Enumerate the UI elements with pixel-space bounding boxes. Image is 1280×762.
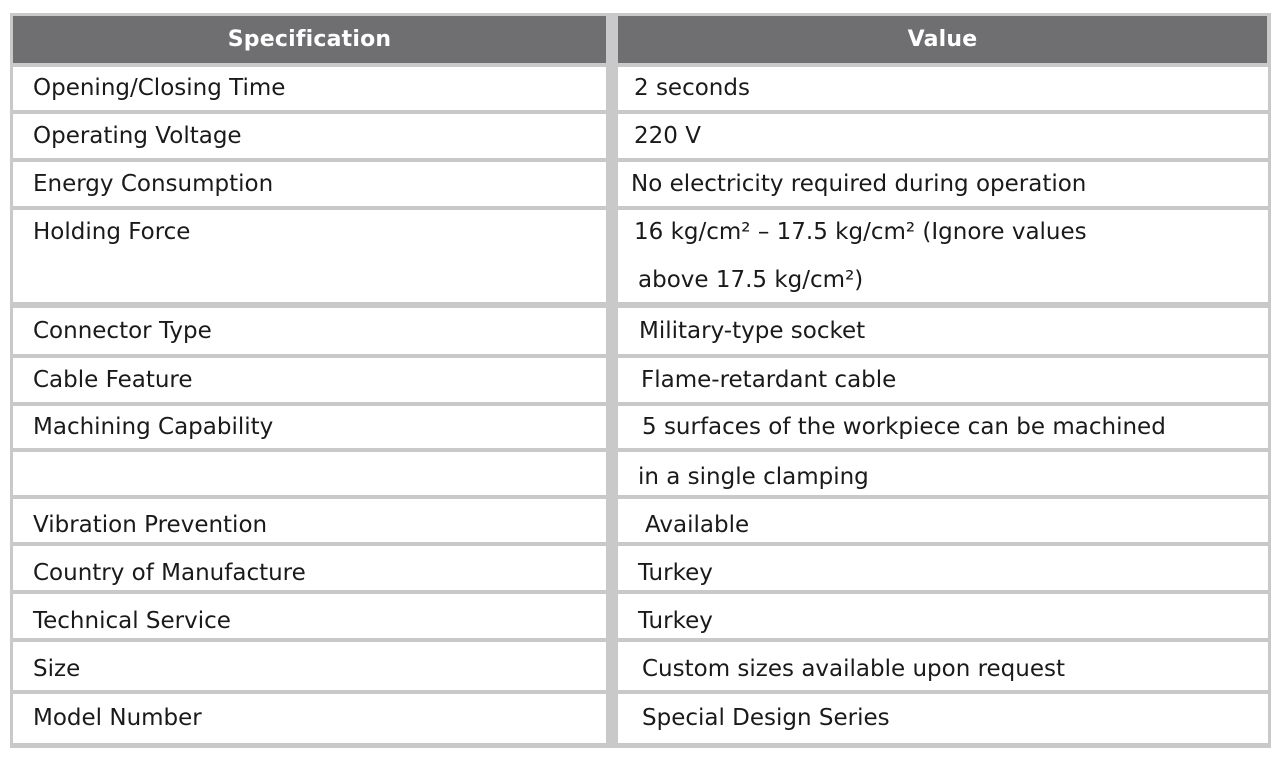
value-cell	[618, 642, 1268, 690]
spec-text: Vibration Prevention	[33, 512, 268, 538]
value-cell	[618, 358, 1268, 402]
spec-text: Model Number	[33, 705, 202, 731]
table-row	[10, 450, 1271, 496]
value-text: 2 seconds	[634, 75, 750, 101]
spec-cell	[13, 67, 606, 110]
value-text: 5 surfaces of the workpiece can be machined	[642, 414, 1166, 440]
table-row	[10, 592, 1271, 639]
spec-cell	[13, 358, 606, 402]
table-row	[10, 544, 1271, 591]
table-row	[10, 208, 1271, 303]
spec-cell	[13, 694, 606, 743]
value-cell	[618, 308, 1268, 354]
value-text: Turkey	[638, 608, 713, 634]
value-text: Flame-retardant cable	[641, 367, 897, 393]
value-cell	[618, 594, 1268, 638]
spec-cell	[13, 546, 606, 590]
value-cell	[618, 452, 1268, 495]
spec-text: Opening/Closing Time	[33, 75, 286, 101]
value-text: Special Design Series	[642, 705, 890, 731]
value-text: Available	[645, 512, 750, 538]
table-row	[10, 692, 1271, 748]
value-text: 220 V	[634, 123, 701, 149]
spec-cell	[13, 162, 606, 206]
header-value: Value	[618, 16, 1267, 63]
spec-text: Connector Type	[33, 318, 212, 344]
value-cell	[618, 406, 1268, 448]
spec-text: Size	[33, 656, 81, 682]
value-text: No electricity required during operation	[631, 171, 1087, 197]
spec-cell	[13, 594, 606, 638]
table-row	[10, 497, 1271, 543]
table-row	[10, 305, 1271, 355]
spec-text: Holding Force	[33, 219, 191, 245]
value-cell	[618, 162, 1268, 206]
header-specification: Specification	[13, 16, 606, 63]
value-cell	[618, 694, 1268, 743]
spec-cell	[13, 406, 606, 448]
value-text: in a single clamping	[638, 464, 869, 490]
spec-text: Country of Manufacture	[33, 560, 306, 586]
spec-text: Energy Consumption	[33, 171, 274, 197]
value-cell	[618, 499, 1268, 542]
value-cell	[618, 67, 1268, 110]
value-text: Military-type socket	[639, 318, 866, 344]
spec-table	[10, 13, 1271, 748]
spec-text: Cable Feature	[33, 367, 193, 393]
spec-cell	[13, 114, 606, 158]
table-row	[10, 112, 1271, 159]
spec-cell	[13, 642, 606, 690]
table-row	[10, 160, 1271, 207]
spec-cell	[13, 210, 606, 302]
table-header	[10, 13, 1271, 65]
value-text-line-1: 16 kg/cm² – 17.5 kg/cm² (Ignore values	[634, 219, 1087, 245]
spec-text: Technical Service	[33, 608, 231, 634]
value-cell	[618, 114, 1268, 158]
spec-cell	[13, 452, 606, 495]
table-row	[10, 65, 1271, 111]
value-text-line-2: above 17.5 kg/cm²)	[638, 267, 864, 293]
table-row	[10, 640, 1271, 691]
value-text: Turkey	[638, 560, 713, 586]
value-text: Custom sizes available upon request	[642, 656, 1066, 682]
table-row	[10, 404, 1271, 449]
value-cell	[618, 546, 1268, 590]
spec-text: Operating Voltage	[33, 123, 242, 149]
spec-text: Machining Capability	[33, 414, 274, 440]
spec-cell	[13, 308, 606, 354]
spec-cell	[13, 499, 606, 542]
table-row	[10, 356, 1271, 403]
value-cell	[618, 210, 1268, 302]
